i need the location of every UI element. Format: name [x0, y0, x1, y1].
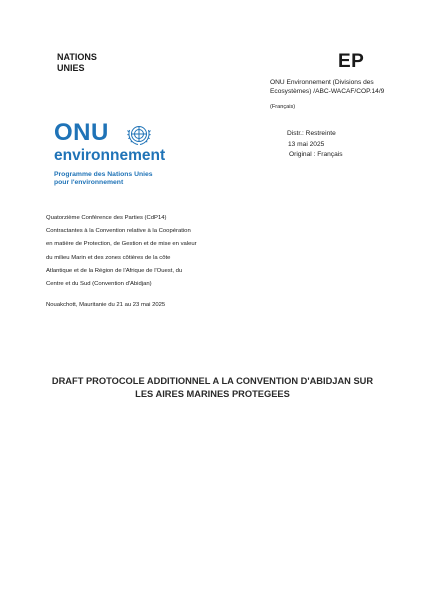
- conference-line: Contractantes à la Convention relative à la Coopération: [46, 228, 191, 235]
- unep-logo: [54, 120, 184, 200]
- conference-description: [46, 212, 306, 291]
- distribution-block: [287, 129, 343, 161]
- document-language: (Français): [270, 104, 296, 110]
- document-title: [30, 375, 395, 401]
- conference-line: Atlantique et de la Région de l'Afrique de l'Ouest, du: [46, 267, 183, 274]
- original-language: Original : Français: [289, 151, 343, 158]
- conference-line: en matière de Protection, de Gestion et de mise en valeur: [46, 241, 197, 248]
- organization-name: [57, 52, 137, 74]
- org-name-line1: NATIONS: [57, 52, 97, 62]
- document-reference: ONU Environnement (Divisions des Ecosystèmes) /ABC-WACAF/COP.14/9: [270, 79, 385, 95]
- document-date: 13 mai 2025: [288, 140, 325, 148]
- logo-environnement-text: environnement: [54, 147, 166, 164]
- document-symbol-code: EP: [338, 51, 365, 72]
- title-line1: DRAFT PROTOCOLE ADDITIONNEL A LA CONVENTION D'ABIDJAN SUR: [51, 376, 374, 386]
- conference-line: Quatorzième Conférence des Parties (CdP14): [46, 215, 167, 221]
- conference-line: du milieu Marin et des zones côtières de la côte: [46, 254, 171, 261]
- un-emblem-icon: [126, 121, 152, 147]
- logo-onu-text: ONU: [54, 119, 109, 146]
- distribution-status: Distr.: Restreinte: [287, 130, 336, 137]
- logo-programme-line1: Programme des Nations Unies: [54, 171, 153, 178]
- logo-programme-line2: pour l'environnement: [54, 179, 124, 186]
- logo-programme-text: [54, 171, 184, 187]
- title-line2: LES AIRES MARINES PROTEGEES: [135, 389, 290, 399]
- venue-and-dates: Nouakchott, Mauritanie du 21 au 23 mai 2025: [46, 302, 166, 308]
- org-name-line2: UNIES: [57, 63, 85, 73]
- conference-line: Centre et du Sud (Convention d'Abidjan): [46, 281, 152, 288]
